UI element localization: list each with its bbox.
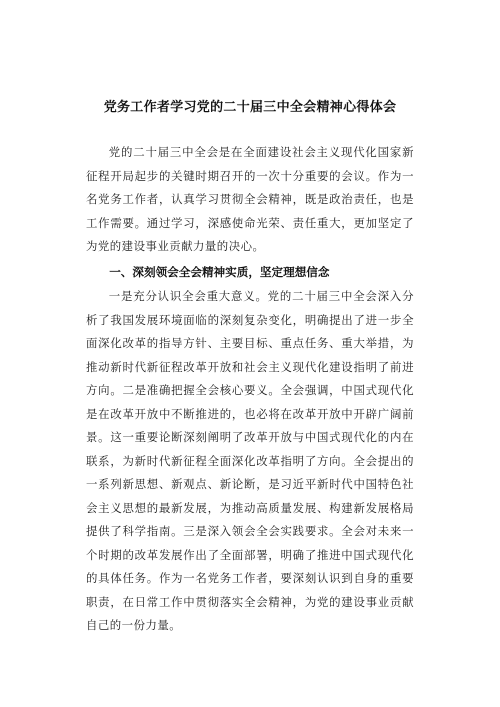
intro-paragraph: 党的二十届三中全会是在全面建设社会主义现代化国家新征程开局起步的关键时期召开的一次十分重要的会议。作为一名党务工作者，认真学习贯彻全会精神，既是政治责任，也是工作需要。通过学习，深感使命光荣、责任重大，更加坚定了为党的建设事业贡献力量的决心。: [86, 145, 414, 253]
section-heading: 一、深刻领会全会精神实质，坚定理想信念: [109, 265, 330, 279]
document-title: 党务工作者学习党的二十届三中全会精神心得体会: [103, 100, 397, 115]
section-paragraph: 一是充分认识全会重大意义。党的二十届三中全会深入分析了我国发展环境面临的深刻复杂变化，明确提出了进一步全面深化改革的指导方针、主要目标、重点任务、重大举措，为推动新时代新征程改革开放和社会主义现代化建设指明了前进方向。二是准确把握全会核心要义。全会强调，中国式现代化是在改革开放中不断推进的，也必将在改革开放中开辟广阔前景。这一重要论断深刻阐明了改革开放与中国式现代化的内在联系，为新时代新征程全面深化改革指明了方向。全会提出的一系列新思想、新观点、新论断，是习近平新时代中国特色社会主义思想的最新发展，为推动高质量发展、构建新发展格局提供了科学指南。三是深入领会全会实践要求。全会对未来一个时期的改革发展作出了全面部署，明确了推进中国式现代化的具体任务。作为一名党务工作者，要深刻认识到自身的重要职责，在日常工作中贯彻落实全会精神，为党的建设事业贡献自己的一份力量。: [86, 289, 414, 632]
